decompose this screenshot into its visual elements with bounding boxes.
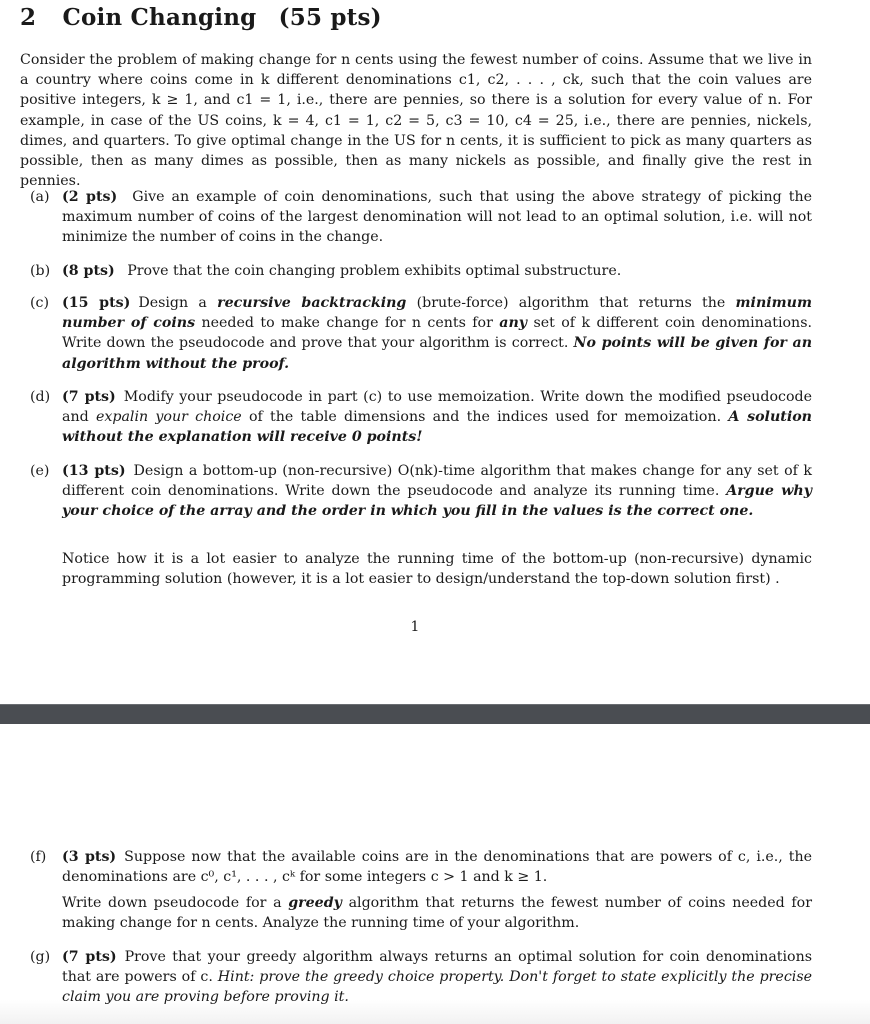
part-c-emph-2: minimum number of coins	[62, 295, 812, 332]
part-e-label: (e)	[30, 463, 50, 479]
part-c-label: (c)	[30, 295, 50, 311]
part-f-second-paragraph	[62, 893, 812, 933]
section-points: (55 pts)	[278, 4, 382, 31]
page-2	[0, 724, 870, 1024]
part-b-text: Prove that the coin changing problem exhibits optimal substructure.	[127, 263, 622, 279]
part-d-emph-1: A solution without the explanation will receive 0 points!	[62, 409, 812, 446]
part-d-text-2: of the table dimensions and the indices used for memoization.	[241, 409, 729, 426]
part-b	[30, 261, 812, 281]
part-a-text: Give an example of coin denominations, such that using the above strategy of picking the maximum number of coins of the largest denomination will not lead to an optimal solution, i.e. will not minimize the number of coins in the change.	[62, 189, 812, 246]
part-f-label: (f)	[30, 849, 47, 865]
page-number: 1	[410, 619, 420, 635]
part-g-text-1: Prove that your greedy algorithm always returns an optimal solution for coin denominations that are powers of c.	[62, 949, 812, 986]
part-g-label: (g)	[30, 949, 51, 965]
part-e-note: Notice how it is a lot easier to analyze the running time of the bottom-up (non-recursive) dynamic programming solution (however, it is a lot easier to design/understand the top-down solution first) .	[62, 551, 812, 588]
part-e-emph-1: Argue why your choice of the array and the order in which you fill in the values is the correct one.	[62, 483, 812, 520]
part-b-label: (b)	[30, 263, 51, 279]
part-c-text-4: set of k different coin denominations. Write down the pseudocode and prove that your algorithm is correct.	[62, 315, 812, 352]
part-d	[30, 387, 812, 448]
part-c-text-2: (brute-force) algorithm that returns the	[406, 295, 736, 311]
part-d-label: (d)	[30, 389, 51, 405]
part-c-text-3: needed to make change for n cents for	[195, 315, 500, 332]
part-e	[30, 461, 812, 522]
part-c-text-1: Design a	[138, 295, 218, 311]
part-c-emph-3: any	[499, 315, 528, 332]
part-b-points: (8 pts)	[62, 263, 115, 279]
part-c-emph-1: recursive backtracking	[217, 295, 407, 311]
section-heading	[20, 4, 382, 31]
part-c-points: (15 pts)	[62, 295, 131, 311]
part-f-text-1: Suppose now that the available coins are in the denominations that are powers of c, i.e., the denominations are c⁰, c¹, . . . , cᵏ for some integers c > 1 and k ≥ 1.	[62, 849, 813, 886]
part-f-points: (3 pts)	[62, 849, 117, 865]
part-c-emph-4: No points will be given for an algorithm without the proof.	[62, 335, 813, 372]
part-f	[30, 847, 812, 887]
page-separator	[0, 704, 870, 725]
part-a-points: (2 pts)	[62, 189, 118, 205]
section-number: 2	[20, 4, 37, 31]
part-d-italic-1: expalin your choice	[95, 409, 242, 426]
part-e-text-1: Design a bottom-up (non-recursive) O(nk)-time algorithm that makes change for any set of k different coin denominations. Write down the pseudocode and analyze its running time.	[62, 463, 812, 500]
part-e-points: (13 pts)	[62, 463, 126, 479]
part-f-text-2a: Write down pseudocode for a	[62, 895, 289, 911]
part-g	[30, 947, 812, 1008]
part-g-points: (7 pts)	[62, 949, 117, 965]
part-c	[30, 293, 812, 374]
part-a	[30, 187, 812, 248]
part-d-points: (7 pts)	[62, 389, 116, 405]
part-g-italic-1: Hint: prove the greedy choice property. Don't forget to state explicitly the precise claim you are proving before proving it.	[62, 969, 812, 1006]
section-title: Coin Changing	[62, 4, 257, 31]
intro-paragraph: Consider the problem of making change for n cents using the fewest number of coins. Assume that we live in a country where coins come in k different denominations c1, c2, . . . , ck, such that the coin values are positive integers, k ≥ 1, and c1 = 1, i.e., there are pennies, so there is a solution for every value of n. For example, in case of the US coins, k = 4, c1 = 1, c2 = 5, c3 = 10, c4 = 25, i.e., there are pennies, nickels, dimes, and quarters. To give optimal change in the US for n cents, it is sufficient to pick as many quarters as possible, then as many dimes as possible, then as many nickels as possible, and finally give the rest in pennies.	[20, 52, 812, 190]
part-f-emph-1: greedy	[288, 895, 342, 911]
part-a-label: (a)	[30, 189, 50, 205]
part-d-text-1: Modify your pseudocode in part (c) to use memoization. Write down the modified pseudocode and	[62, 389, 812, 426]
part-f-text-2b: algorithm that returns the fewest number of coins needed for making change for n cents. Analyze the running time of your algorithm.	[62, 895, 812, 932]
